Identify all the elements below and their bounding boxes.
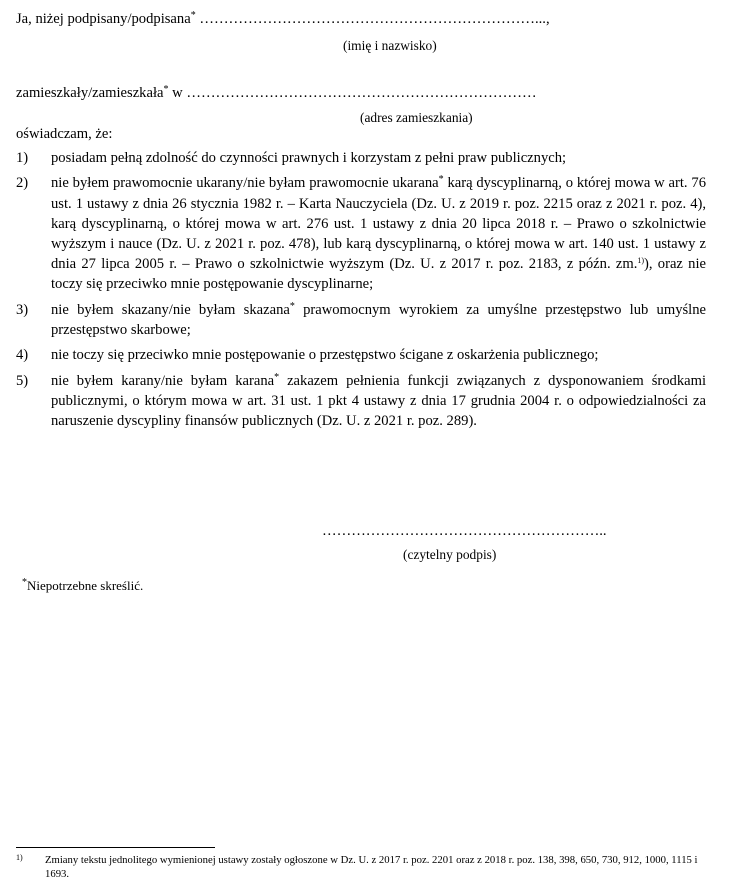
item-text — [51, 371, 706, 432]
item-number: 5) — [16, 372, 29, 389]
asterisk-mark: * — [274, 371, 280, 383]
statement-list — [16, 148, 706, 437]
name-line — [16, 10, 550, 28]
list-item — [16, 173, 706, 294]
item-text-part: zakazem pełnienia funkcji związanych z dysponowaniem środkami publicznymi, o którym mowa w art. 31 ust. 1 pkt 4 ustawy z dnia 17 grudnia 2004 r. o odpowiedzialności za naruszenie dyscypliny finansów publicznych (Dz. U. z 2021 r. poz. 289). — [51, 372, 707, 430]
item-text-part: nie toczy się przeciwko mnie postępowanie o przestępstwo ścigane z oskarżenia publicznego; — [51, 347, 599, 364]
footnote — [16, 853, 706, 881]
asterisk-mark: * — [438, 174, 444, 186]
signature-caption: (czytelny podpis) — [403, 547, 497, 562]
footnote-mark: 1) — [16, 853, 23, 862]
item-number: 1) — [16, 150, 29, 166]
asterisk-mark: * — [190, 10, 196, 21]
residence-line — [16, 84, 537, 102]
item-text-part: prawomocnym wyrokiem za umyślne przestępstwo lub umyślne przestępstwo skarbowe; — [51, 301, 706, 338]
address-dots: ……………………………………………………………… — [186, 85, 537, 101]
footnote-text: Zmiany tekstu jednolitego wymienionej ustawy zostały ogłoszone w Dz. U. z 2017 r. poz. 2201 oraz z 2018 r. poz. 138, 398, 650, 730, 912, 1000, 1115 i 1693. — [45, 854, 698, 880]
intro-text: Ja, niżej podpisany/podpisana — [16, 11, 191, 27]
item-text-part: posiadam pełną zdolność do czynności prawnych i korzystam z pełni praw publicznych; — [51, 150, 567, 166]
list-item — [16, 371, 706, 432]
item-number: 4) — [16, 347, 29, 364]
asterisk-mark: * — [163, 84, 169, 95]
note-text: Niepotrzebne skreślić. — [27, 578, 144, 593]
item-text — [51, 300, 706, 340]
note — [22, 578, 143, 594]
item-number: 2) — [16, 175, 29, 192]
item-text-part: karą dyscyplinarną, o której mowa w art. 76 ust. 1 ustawy z dnia 26 stycznia 1982 r. – Karta Nauczyciela (Dz. U. z 2019 r. poz. 2215 oraz z 2021 r. poz. 4), karą dyscyplinarną, o której mowa w art. 276 ust. 1 ustawy z dnia 20 lipca 2018 r. – Prawo o szkolnictwie wyższym i nauce (Dz. U. z 2021 r. poz. 478), lub karą dyscyplinarną, o której mowa w art. 140 ust. 1 ustawy z dnia 27 lipca 2005 r. – Prawo o szkolnictwie wyższym (Dz. U. z 2017 r. poz. 2183, z późn. zm. — [51, 175, 706, 273]
item-text-part: nie byłem skazany/nie byłam skazana — [51, 301, 290, 318]
footnote-divider — [16, 847, 215, 848]
asterisk-mark: * — [22, 577, 27, 588]
name-caption: (imię i nazwisko) — [343, 38, 437, 53]
list-item — [16, 148, 706, 168]
asterisk-mark: * — [289, 300, 295, 312]
statement-text: oświadczam, że: — [16, 126, 113, 142]
footnote-ref[interactable]: 1) — [637, 256, 645, 266]
item-text — [51, 148, 706, 168]
list-item — [16, 345, 706, 365]
residence-text: zamieszkały/zamieszkała — [16, 85, 164, 101]
item-text — [51, 345, 706, 365]
item-text-part: ), oraz nie toczy się przeciwko mnie postępowanie dyscyplinarne; — [51, 256, 706, 293]
signature-dots: ………………………………………………….. — [322, 523, 607, 539]
name-dots: ……………………………………………………………..., — [199, 11, 550, 27]
item-text-part: nie byłem prawomocnie ukarany/nie byłam prawomocnie ukarana — [51, 175, 439, 192]
residence-w: w — [172, 85, 183, 101]
address-caption: (adres zamieszkania) — [360, 110, 473, 125]
item-number: 3) — [16, 301, 29, 318]
list-item — [16, 300, 706, 340]
item-text — [51, 173, 706, 294]
item-text-part: nie byłem karany/nie byłam karana — [51, 372, 275, 389]
